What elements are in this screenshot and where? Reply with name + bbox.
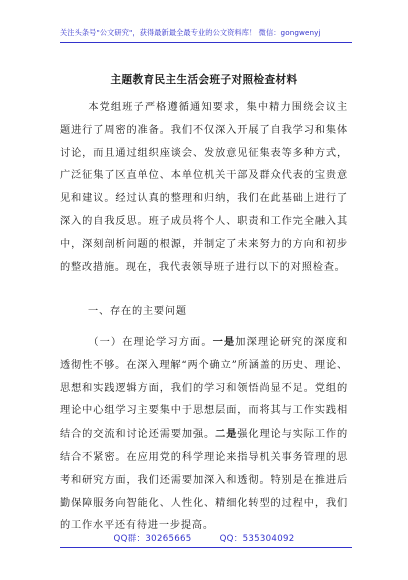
footer-divider bbox=[60, 547, 352, 548]
header-divider bbox=[60, 42, 352, 43]
footer-qq-group: QQ群：30265665 bbox=[113, 534, 192, 544]
section-heading: 一、存在的主要问题 bbox=[88, 306, 187, 317]
document-title: 主题教育民主生活会班子对照检查材料 bbox=[110, 74, 298, 86]
theory-study-paragraph bbox=[60, 331, 348, 538]
subsection-lead: （一）在理论学习方面。 bbox=[88, 337, 213, 348]
point-one-marker: 一是 bbox=[212, 336, 236, 348]
footer-qq: QQ：535304092 bbox=[219, 534, 295, 544]
point-one-text: 加深理论研究的深度和透彻性不够。在深入理解“两个确立”所涵盖的历史、理论、思想和实践逻辑方面，我们的学习和领悟尚显不足。党组的理论中心组学习主要集中于思想层面，而将其与工作实践相结合的交流和讨论还需要加强。 bbox=[60, 337, 348, 441]
point-two-marker: 二是 bbox=[215, 428, 238, 441]
header-banner: 关注头条号"公文研究"，获得最新最全最专业的公文资料库！ 微信：gongwenyj bbox=[60, 28, 321, 37]
intro-paragraph bbox=[60, 97, 348, 279]
intro-text: 本党组班子严格遵循通知要求，集中精力围绕会议主题进行了周密的准备。我们不仅深入开展了自我学习和集体讨论，而且通过组织座谈会、发放意见征集表等多种方式，广泛征集了区直单位、本单位机关干部及群众代表的宝贵意见和建议。经过认真的整理和归纳，我们在此基础上进行了深入的自我反思。班子成员将个人、职责和工作完全融入其中，深刻剖析问题的根源，并制定了未来努力的方向和初步的整改措施。现在，我代表领导班子进行以下的对照检查。 bbox=[60, 102, 348, 273]
point-two-text: 强化理论与实际工作的结合不紧密。在应用党的科学理论来指导机关事务管理的思考和研究方面，我们还需要加深入和透彻。特别是在推进后勤保障服务向智能化、人性化、精细化转型的过程中，我们的工作水平还有待进一步提高。 bbox=[60, 429, 349, 532]
footer-contact bbox=[0, 532, 408, 544]
